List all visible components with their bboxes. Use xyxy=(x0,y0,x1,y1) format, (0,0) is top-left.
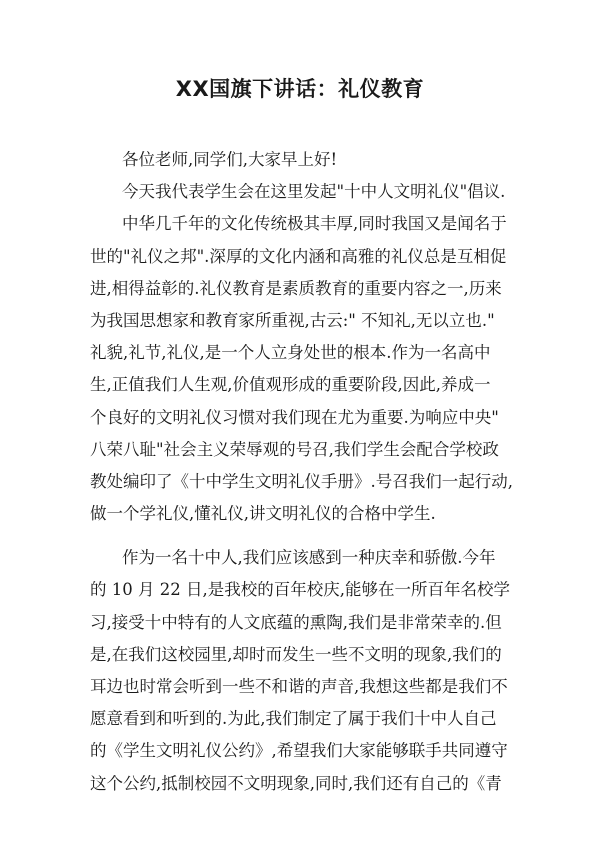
text-line: 今天我代表学生会在这里发起"十中人文明礼仪"倡议. xyxy=(122,182,506,202)
text-line: 耳边也时常会听到一些不和谐的声音,我想这些都是我们不 xyxy=(90,677,508,696)
text-line: 世的"礼仪之邦".深厚的文化内涵和高雅的礼仪总是互相促 xyxy=(90,246,507,266)
text-line: 八荣八耻"社会主义荣辱观的号召,我们学生会配合学校政 xyxy=(90,439,499,459)
paragraph-initiative xyxy=(90,176,515,208)
text-line: 中华几千年的文化传统极其丰厚,同时我国又是闻名于 xyxy=(122,214,507,234)
text-line: 教处编印了《十中学生文明礼仪手册》.号召我们一起行动, xyxy=(90,471,513,491)
paragraph-greeting xyxy=(90,144,515,176)
text-line: 作为一名十中人,我们应该感到一种庆幸和骄傲.今年 xyxy=(122,548,496,568)
paragraph-gap xyxy=(90,530,515,542)
text-line: 的 10 月 22 日,是我校的百年校庆,能够在一所百年名校学 xyxy=(90,580,510,600)
text-line: 为我国思想家和教育家所重视,古云:" 不知礼,无以立也." xyxy=(90,310,495,330)
document-title: XX国旗下讲话：礼仪教育 xyxy=(175,77,425,101)
document-body xyxy=(90,144,515,800)
text-line: 愿意看到和听到的.为此,我们制定了属于我们十中人自己 xyxy=(90,709,497,729)
text-line: 个良好的文明礼仪习惯对我们现在尤为重要.为响应中央" xyxy=(90,407,499,427)
text-line: 礼貌,礼节,礼仪,是一个人立身处世的根本.作为一名高中 xyxy=(90,343,491,363)
text-line: 是,在我们这校园里,却时而发生一些不文明的现象,我们的 xyxy=(90,644,502,664)
paragraph-school xyxy=(90,542,515,800)
paragraph-tradition xyxy=(90,208,515,530)
text-line: 各位老师,同学们,大家早上好! xyxy=(122,150,338,169)
text-line: 习,接受十中特有的人文底蕴的熏陶,我们是非常荣幸的.但 xyxy=(90,612,502,632)
text-line: 进,相得益彰的.礼仪教育是素质教育的重要内容之一,历来 xyxy=(90,278,502,298)
text-line: 这个公约,抵制校园不文明现象,同时,我们还有自己的《青 xyxy=(90,773,502,793)
text-line: 做一个学礼仪,懂礼仪,讲文明礼仪的合格中学生. xyxy=(90,504,436,524)
text-line: 的《学生文明礼仪公约》,希望我们大家能够联手共同遵守 xyxy=(90,741,508,761)
text-line: 生,正值我们人生观,价值观形成的重要阶段,因此,养成一 xyxy=(90,375,491,395)
